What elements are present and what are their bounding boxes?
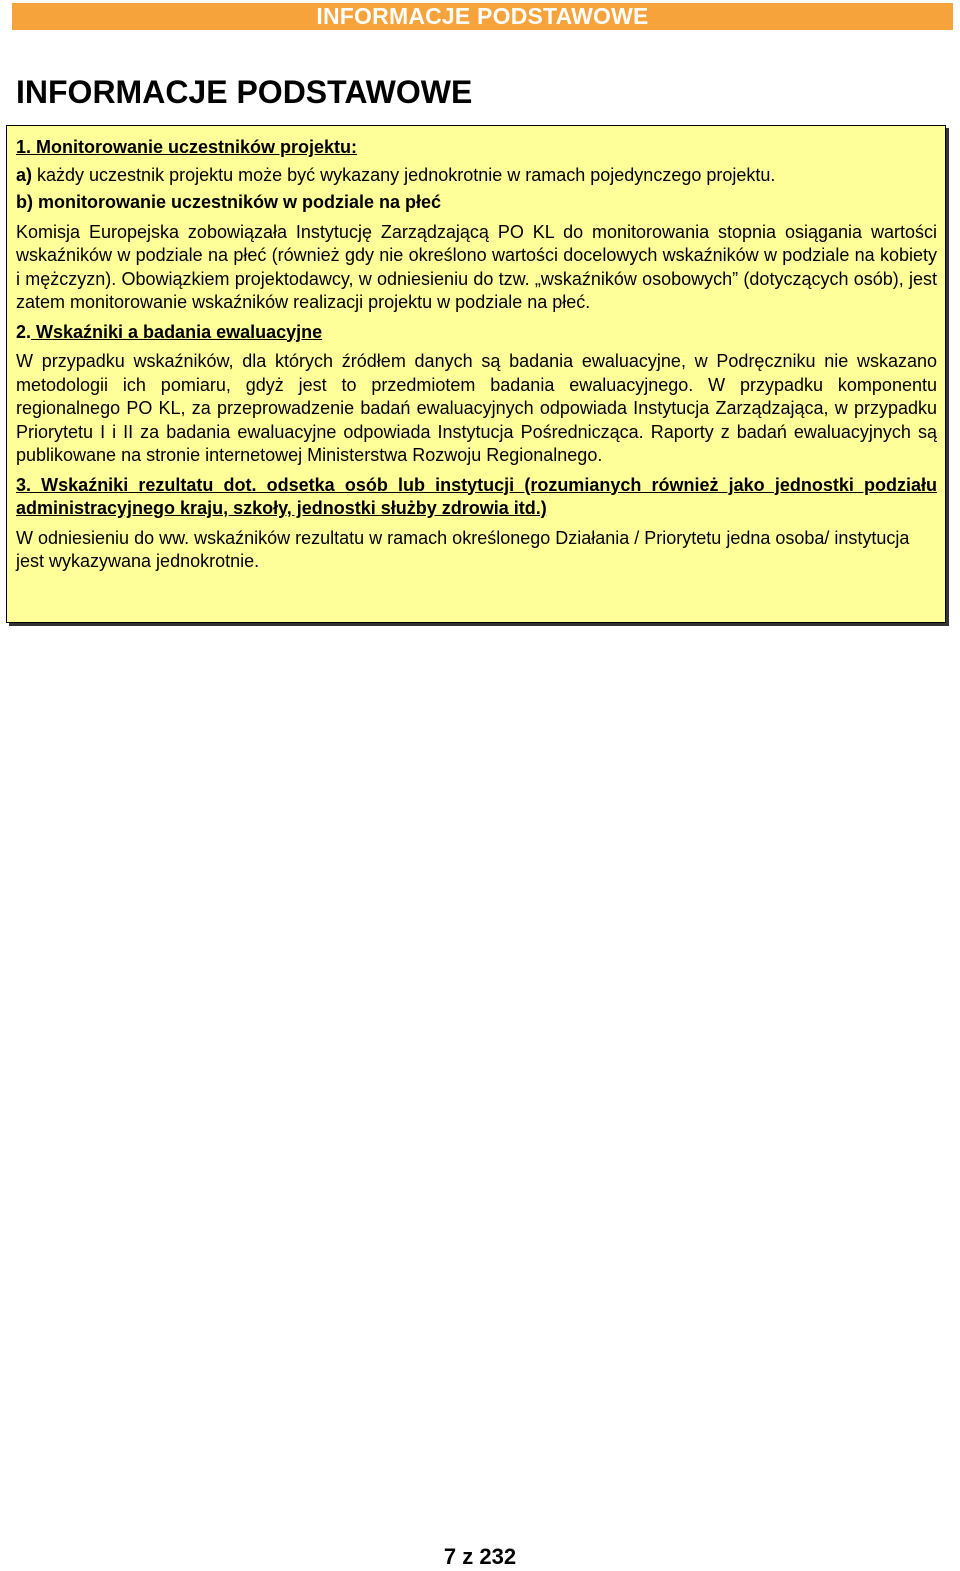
item-a-text: każdy uczestnik projektu może być wykazany jednokrotnie w ramach pojedynczego projektu. xyxy=(32,164,776,185)
section-1-heading: 1. Monitorowanie uczestników projektu: xyxy=(16,137,358,157)
section-1-item-a xyxy=(16,164,937,188)
page-title: INFORMACJE PODSTAWOWE xyxy=(16,74,473,110)
banner-title: INFORMACJE PODSTAWOWE xyxy=(316,3,649,29)
section-2-number: 2. xyxy=(16,321,32,342)
section-2-heading xyxy=(16,321,937,345)
info-box xyxy=(6,125,946,623)
section-3-body: W odniesieniu do ww. wskaźników rezultatu w ramach określonego Działania / Priorytetu jedna osoba/ instytucja jest wykazywana jednokrotnie. xyxy=(16,527,910,571)
section-2-body: W przypadku wskaźników, dla których źródłem danych są badania ewaluacyjne, w Podręczniku nie wskazano metodologii ich pomiaru, gdyż jest to przedmiotem badania ewaluacyjnego. W przypadku komponentu regionalnego PO KL, za przeprowadzenie badań ewaluacyjnych odpowiada Instytucja Zarządzająca, w przypadku Priorytetu I i II za badania ewaluacyjne odpowiada Instytucja Pośrednicząca. Raporty z badań ewaluacyjnych są publikowane na stronie internetowej Ministerstwa Rozwoju Regionalnego. xyxy=(16,351,937,465)
header-banner xyxy=(12,3,953,30)
section-1-item-b-heading: b) monitorowanie uczestników w podziale na płeć xyxy=(16,192,442,212)
section-2-title: Wskaźniki a badania ewaluacyjne xyxy=(31,321,323,342)
item-a-label: a) xyxy=(16,164,33,185)
page-number: 7 z 232 xyxy=(443,1544,517,1569)
section-3-heading: 3. Wskaźniki rezultatu dot. odsetka osób lub instytucji (rozumianych również jako jednostki podziału administracyjnego kraju, szkoły, jednostki służby zdrowia itd.) xyxy=(16,474,937,518)
section-1-item-b-body: Komisja Europejska zobowiązała Instytucję Zarządzającą PO KL do monitorowania stopnia osiągania wartości wskaźników w podziale na płeć (również gdy nie określono wartości docelowych wskaźników w podziale na kobiety i mężczyzn). Obowiązkiem projektodawcy, w odniesieniu do tzw. „wskaźników osobowych” (dotyczących osób), jest zatem monitorowanie wskaźników realizacji projektu w podziale na płeć. xyxy=(16,221,937,312)
